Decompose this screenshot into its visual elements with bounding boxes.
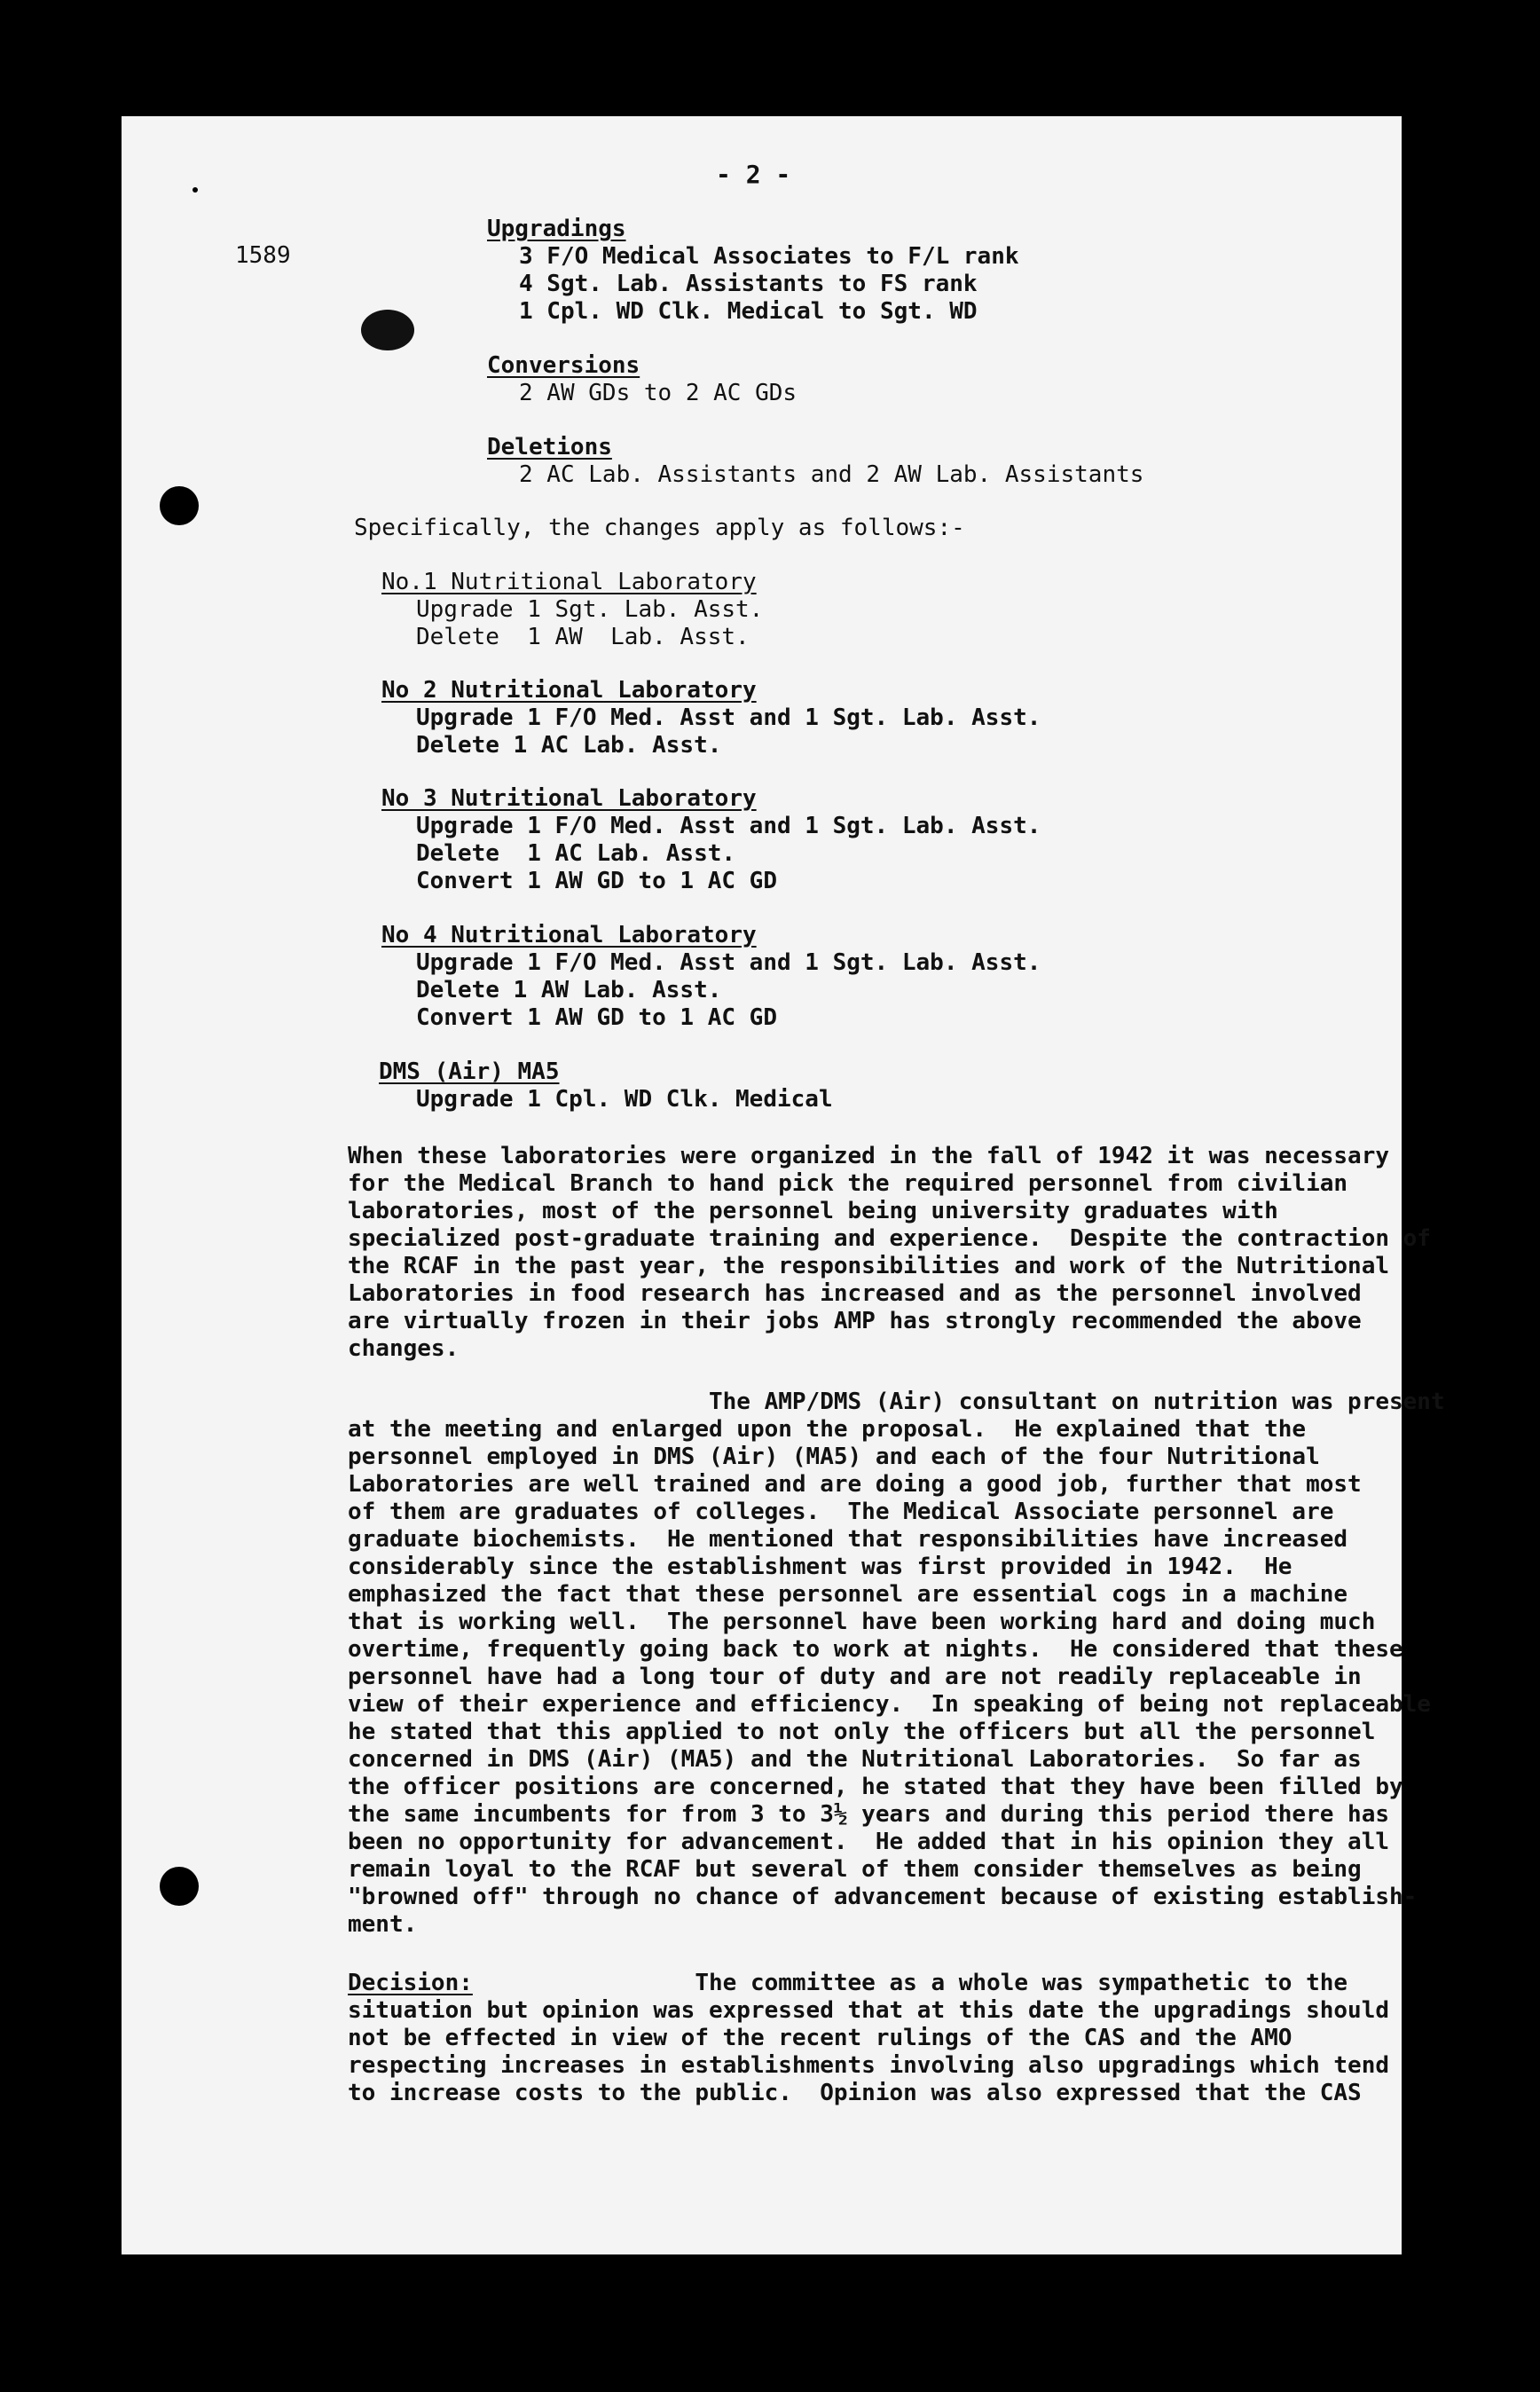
- text-line: overtime, frequently going back to work at nights. He considered that these: [348, 1636, 1403, 1663]
- text-line: personnel employed in DMS (Air) (MA5) and each of the four Nutritional: [348, 1444, 1320, 1470]
- lab-line: Delete 1 AC Lab. Asst.: [416, 840, 736, 867]
- conversions-item: 2 AW GDs to 2 AC GDs: [519, 380, 798, 406]
- text-line: The committee as a whole was sympathetic to the: [472, 1970, 1348, 1996]
- lab-heading: No 3 Nutritional Laboratory: [381, 785, 757, 812]
- text-line: Laboratories in food research has increased and as the personnel involved: [348, 1280, 1362, 1307]
- lab-line: Convert 1 AW GD to 1 AC GD: [416, 868, 777, 894]
- text-line: situation but opinion was expressed that at this date the upgradings should: [348, 1997, 1389, 2024]
- decision-section: [348, 1970, 1389, 2107]
- decision-label: Decision:: [348, 1970, 473, 1996]
- upgradings-item: 3 F/O Medical Associates to F/L rank: [519, 243, 1019, 270]
- text-line: are virtually frozen in their jobs AMP has strongly recommended the above: [348, 1308, 1362, 1334]
- text-line: the same incumbents for from 3 to 3½ years and during this period there has: [348, 1801, 1389, 1828]
- text-line: graduate biochemists. He mentioned that responsibilities have increased: [348, 1526, 1348, 1553]
- page-number: - 2 -: [716, 160, 791, 189]
- punch-hole: [160, 1867, 199, 1906]
- lab-heading: No.1 Nutritional Laboratory: [381, 569, 757, 595]
- speck: [192, 187, 198, 193]
- text-line: not be effected in view of the recent rulings of the CAS and the AMO: [348, 2025, 1292, 2051]
- lab-heading: No 2 Nutritional Laboratory: [381, 677, 757, 704]
- lab-heading: No 4 Nutritional Laboratory: [381, 922, 757, 948]
- lab-line: Delete 1 AW Lab. Asst.: [416, 624, 750, 650]
- text-line: laboratories, most of the personnel being university graduates with: [348, 1198, 1278, 1224]
- text-line: for the Medical Branch to hand pick the required personnel from civilian: [348, 1170, 1348, 1197]
- punch-hole: [160, 486, 199, 525]
- text-line: remain loyal to the RCAF but several of them consider themselves as being: [348, 1856, 1362, 1883]
- text-line: ment.: [348, 1911, 418, 1938]
- upgradings-item: 4 Sgt. Lab. Assistants to FS rank: [519, 271, 978, 297]
- text-line: concerned in DMS (Air) (MA5) and the Nutritional Laboratories. So far as: [348, 1746, 1362, 1773]
- text-line: the officer positions are concerned, he stated that they have been filled by: [348, 1774, 1403, 1800]
- text-line: respecting increases in establishments involving also upgradings which tend: [348, 2052, 1389, 2079]
- conversions-heading: Conversions: [487, 352, 640, 379]
- lab-heading: DMS (Air) MA5: [379, 1058, 560, 1085]
- lab-line: Upgrade 1 F/O Med. Asst and 1 Sgt. Lab. Asst.: [416, 704, 1041, 731]
- lab-line: Upgrade 1 F/O Med. Asst and 1 Sgt. Lab. Asst.: [416, 813, 1041, 839]
- text-line: changes.: [348, 1335, 460, 1362]
- text-line: at the meeting and enlarged upon the proposal. He explained that the: [348, 1416, 1307, 1443]
- lab-line: Delete 1 AW Lab. Asst.: [416, 977, 722, 1003]
- deletions-heading: Deletions: [487, 434, 612, 460]
- text-line: of them are graduates of colleges. The Medical Associate personnel are: [348, 1499, 1334, 1525]
- text-line: The AMP/DMS (Air) consultant on nutrition was present: [348, 1389, 1445, 1415]
- text-line: specialized post-graduate training and experience. Despite the contraction of: [348, 1225, 1431, 1252]
- upgradings-heading: Upgradings: [487, 216, 626, 242]
- upgradings-item: 1 Cpl. WD Clk. Medical to Sgt. WD: [519, 298, 978, 325]
- text-line: view of their experience and efficiency. In speaking of being not replaceable: [348, 1691, 1431, 1718]
- text-line: "browned off" through no chance of advancement because of existing establish-: [348, 1884, 1418, 1910]
- specifically-line: Specifically, the changes apply as follows:-: [354, 515, 965, 541]
- text-line: the RCAF in the past year, the responsibilities and work of the Nutritional: [348, 1253, 1389, 1279]
- decision-first-line: [348, 1970, 1389, 1997]
- text-line: Laboratories are well trained and are doing a good job, further that most: [348, 1471, 1362, 1498]
- text-line: to increase costs to the public. Opinion was also expressed that the CAS: [348, 2080, 1362, 2106]
- lab-line: Delete 1 AC Lab. Asst.: [416, 732, 722, 759]
- lab-line: Upgrade 1 F/O Med. Asst and 1 Sgt. Lab. Asst.: [416, 949, 1041, 976]
- paragraph-consultant: [348, 1389, 1445, 1939]
- text-line: personnel have had a long tour of duty and are not readily replaceable in: [348, 1664, 1362, 1690]
- paragraph-organization: [348, 1143, 1431, 1363]
- deletions-item: 2 AC Lab. Assistants and 2 AW Lab. Assistants: [519, 461, 1144, 488]
- text-line: he stated that this applied to not only the officers but all the personnel: [348, 1719, 1376, 1745]
- text-line: considerably since the establishment was first provided in 1942. He: [348, 1554, 1292, 1580]
- lab-line: Upgrade 1 Cpl. WD Clk. Medical: [416, 1086, 833, 1113]
- text-line: emphasized the fact that these personnel are essential cogs in a machine: [348, 1581, 1348, 1608]
- lab-line: Upgrade 1 Sgt. Lab. Asst.: [416, 596, 764, 623]
- text-line: When these laboratories were organized in the fall of 1942 it was necessary: [348, 1143, 1389, 1169]
- stamp-mark: [361, 310, 414, 350]
- text-line: been no opportunity for advancement. He added that in his opinion they all: [348, 1829, 1389, 1855]
- stamp-number: 1589: [235, 242, 291, 269]
- lab-line: Convert 1 AW GD to 1 AC GD: [416, 1004, 777, 1031]
- text-line: that is working well. The personnel have been working hard and doing much: [348, 1609, 1376, 1635]
